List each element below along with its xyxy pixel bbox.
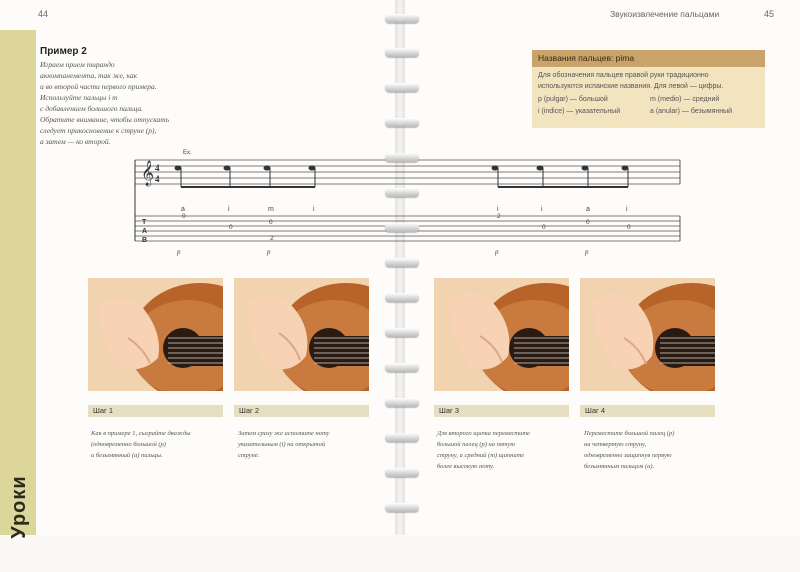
thumb-label: p	[177, 248, 181, 256]
step-text-line: более высокую ноту.	[437, 463, 495, 470]
finger-letter: i	[541, 206, 543, 213]
finger-name: m (medio) — средний	[650, 96, 720, 103]
tab-number: 0	[229, 224, 233, 231]
treble-clef-icon: 𝄞	[141, 161, 155, 186]
step-text-line: Как в примере 1, сыграйте дважды	[91, 430, 191, 437]
thumb-label: p	[585, 248, 589, 256]
step-label-text: Шаг 2	[239, 406, 260, 415]
step-text-line: указательным (i) на открытой	[238, 441, 326, 448]
example-line: Обратите внимание, чтобы отпускать	[40, 115, 170, 124]
tab-number: 0	[627, 224, 631, 231]
box-text-line: Для обозначения пальцев правой руки традиционно	[538, 72, 709, 79]
step-photo-1	[88, 278, 223, 391]
step-text-line: (одновременно большой (p)	[91, 441, 166, 448]
example-line: Играем прием тирандо	[40, 60, 115, 69]
hand-guitar-photo-icon	[88, 278, 223, 391]
step-label-2	[234, 405, 369, 417]
binding-ring	[385, 14, 419, 23]
binding-ring	[385, 328, 419, 337]
finger-letter: m	[268, 206, 274, 213]
tab-letter: T	[142, 219, 147, 226]
tab-number: 0	[586, 219, 590, 226]
tab-number: 2	[270, 235, 274, 242]
step-label-3	[434, 405, 569, 417]
binding-ring	[385, 363, 419, 372]
binding-ring	[385, 503, 419, 512]
example-title: Пример 2	[40, 46, 87, 57]
finger-letter: i	[626, 206, 628, 213]
step-label-1	[88, 405, 223, 417]
page-number-left: 44	[38, 9, 49, 19]
finger-letter: i	[497, 206, 499, 213]
finger-names-box-title: Названия пальцев: pima	[538, 53, 635, 63]
thumb-label: p	[495, 248, 499, 256]
running-header: Звукоизвлечение пальцами	[610, 9, 720, 19]
step-text-line: струне.	[238, 452, 260, 459]
example-line: с добавлением большого пальца.	[40, 104, 144, 113]
binding-ring	[385, 188, 419, 197]
finger-letter: i	[228, 206, 230, 213]
thumb-label: p	[267, 248, 271, 256]
finger-name: i (indice) — указательный	[538, 108, 621, 115]
step-label-4	[580, 405, 715, 417]
hand-guitar-photo-icon	[234, 278, 369, 391]
example-line: Используйте пальцы i m	[40, 93, 118, 102]
step-text-line: безымянным пальцем (a).	[584, 463, 655, 470]
step-text-line: Для второго щипка переместите	[437, 430, 530, 437]
binding-ring	[385, 48, 419, 57]
finger-letter: i	[313, 206, 315, 213]
binding-ring	[385, 398, 419, 407]
tab-number: 2	[497, 213, 501, 220]
tab-number: 0	[182, 213, 186, 220]
binding-ring	[385, 83, 419, 92]
step-text-line: на четвертую струну,	[584, 441, 647, 448]
spiral-binding	[381, 0, 423, 535]
finger-letter: a	[586, 206, 590, 213]
position-label: Ex.	[183, 150, 192, 156]
step-text-line: Затем сразу же исполните ноту	[238, 430, 330, 437]
example-line: а затем — ко второй.	[40, 137, 111, 146]
binding-ring	[385, 293, 419, 302]
side-tab-label: Уроки	[8, 475, 30, 539]
box-text-line: используются испанские названия. Для левой — цифры.	[538, 83, 724, 90]
example-line: и во второй части первого примера.	[40, 82, 157, 91]
finger-name: a (anular) — безымянный	[650, 108, 733, 115]
tab-number: 0	[542, 224, 546, 231]
time-signature-top: 4	[155, 163, 160, 173]
tab-letter: A	[142, 228, 148, 235]
example-line: аккомпанемента, так же, как	[40, 71, 138, 80]
tab-number: 0	[269, 219, 273, 226]
step-photo-4	[580, 278, 715, 391]
binding-ring	[385, 258, 419, 267]
binding-ring	[385, 433, 419, 442]
page-number-right: 45	[764, 9, 775, 19]
binding-ring	[385, 118, 419, 127]
step-photo-3	[434, 278, 569, 391]
binding-ring	[385, 468, 419, 477]
step-text-line: и безымянный (a) пальцы.	[91, 452, 163, 459]
step-text-line: большой палец (p) на пятую	[437, 441, 515, 448]
step-text-line: одновременно защипнув первую	[584, 452, 672, 459]
finger-letter: a	[181, 206, 185, 213]
tab-letter: B	[142, 237, 148, 244]
time-signature-bottom: 4	[155, 174, 160, 184]
example-line: следует прикосновение к струне (p),	[40, 126, 157, 135]
step-photo-2	[234, 278, 369, 391]
step-label-text: Шаг 1	[93, 406, 114, 415]
step-text-line: струну, а средний (m) щипните	[437, 452, 525, 459]
finger-name: p (pulgar) — большой	[538, 96, 608, 103]
binding-ring	[385, 153, 419, 162]
step-label-text: Шаг 4	[585, 406, 606, 415]
hand-guitar-photo-icon	[580, 278, 715, 391]
step-text-line: Переместите большой палец (p)	[584, 430, 675, 437]
binding-ring	[385, 223, 419, 232]
step-label-text: Шаг 3	[439, 406, 460, 415]
hand-guitar-photo-icon	[434, 278, 569, 391]
